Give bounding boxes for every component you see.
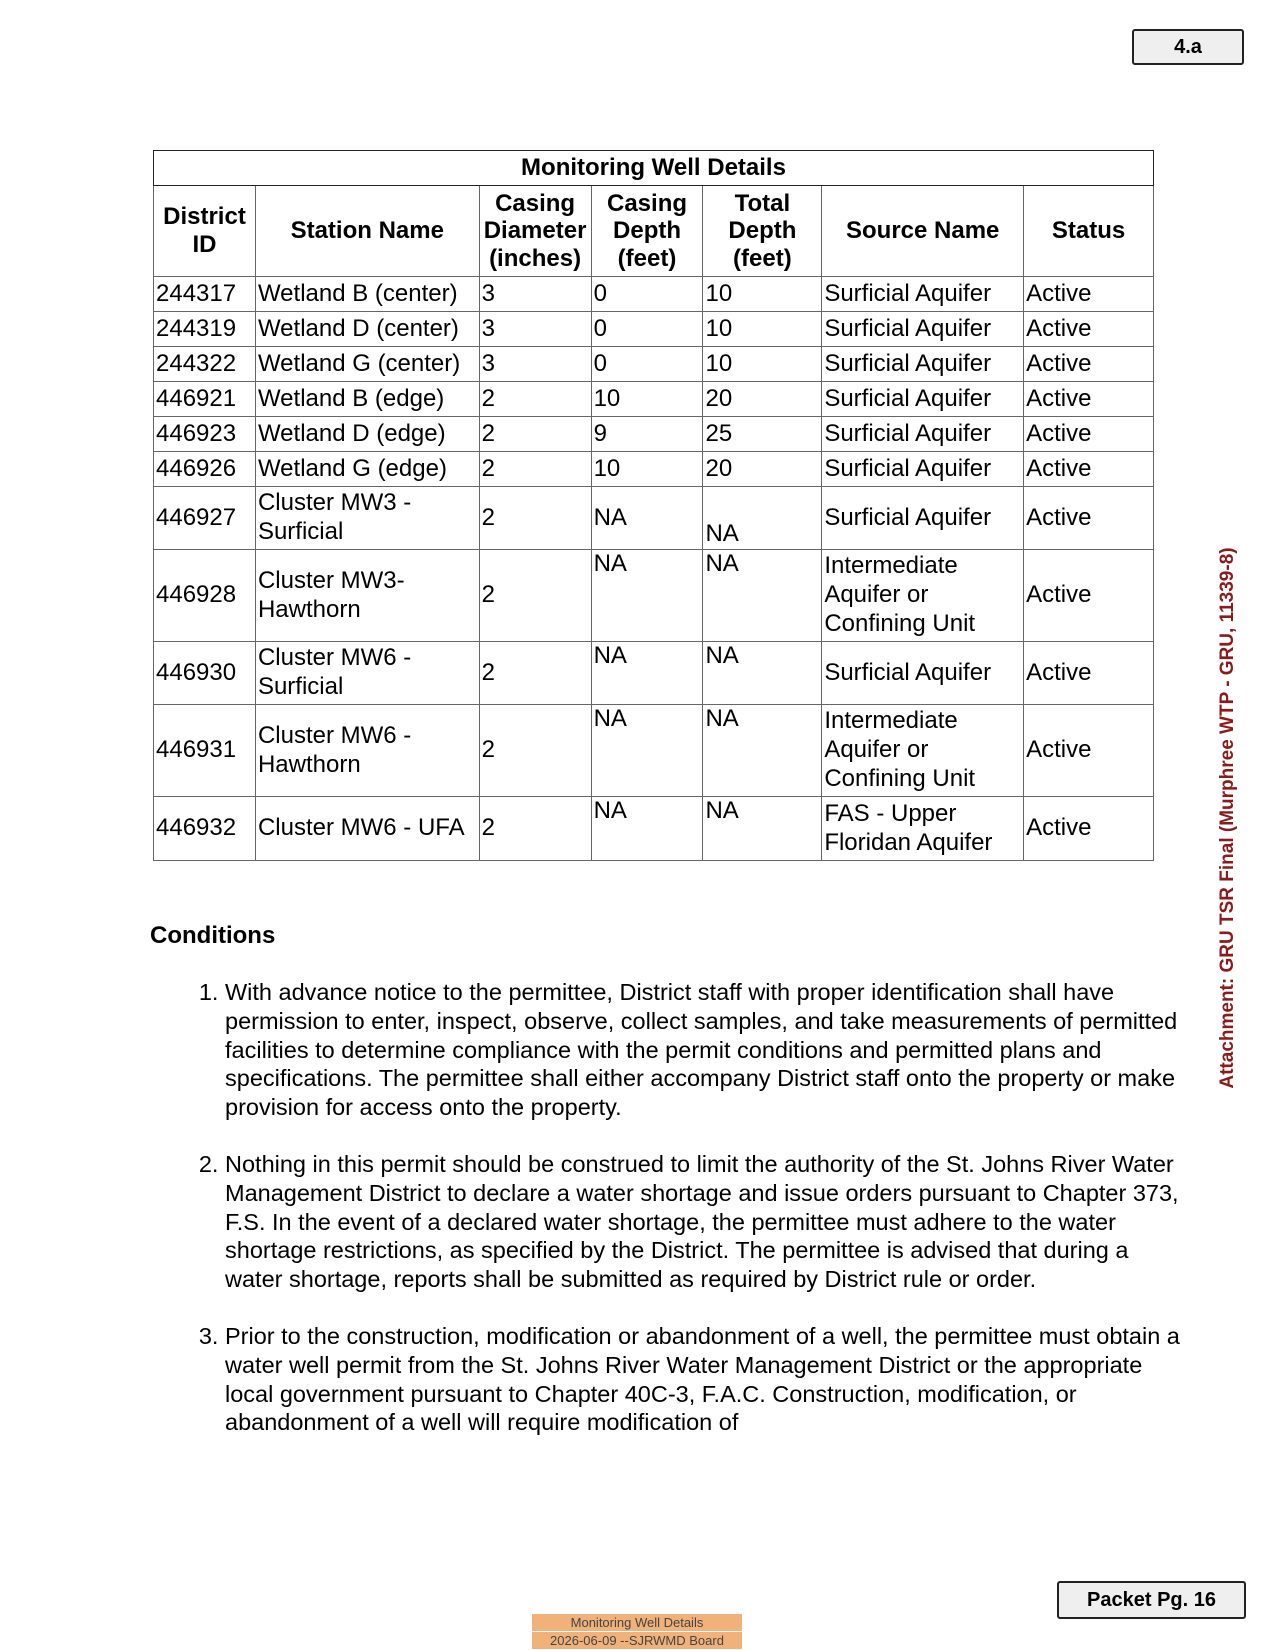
table-cell: Active xyxy=(1024,312,1154,347)
table-cell: 0 xyxy=(591,312,703,347)
table-cell: 446928 xyxy=(154,550,256,642)
table-row xyxy=(154,312,1154,347)
column-header: Station Name xyxy=(255,186,479,277)
conditions-list xyxy=(150,978,1185,1465)
column-header: Source Name xyxy=(822,186,1024,277)
table-cell: Wetland G (center) xyxy=(255,347,479,382)
table-cell: 10 xyxy=(591,452,703,487)
table-cell: Wetland D (edge) xyxy=(255,417,479,452)
table-cell: Surficial Aquifer xyxy=(822,382,1024,417)
table-cell: NA xyxy=(591,642,703,705)
table-cell: Surficial Aquifer xyxy=(822,277,1024,312)
footer-stamp-line-2: 2026-06-09 --SJRWMD Board xyxy=(532,1632,742,1649)
table-cell: 20 xyxy=(703,382,822,417)
column-header: Status xyxy=(1024,186,1154,277)
table-cell: 2 xyxy=(479,382,591,417)
table-cell: 2 xyxy=(479,642,591,705)
table-cell: NA xyxy=(703,705,822,797)
table-caption: Monitoring Well Details xyxy=(154,151,1154,186)
table-cell: 244319 xyxy=(154,312,256,347)
table-row xyxy=(154,417,1154,452)
table-row xyxy=(154,382,1154,417)
table-cell: Active xyxy=(1024,487,1154,550)
table-cell: NA xyxy=(591,797,703,861)
table-cell: NA xyxy=(703,487,822,550)
table-cell: Active xyxy=(1024,382,1154,417)
column-header: Casing Diameter (inches) xyxy=(479,186,591,277)
table-cell: 2 xyxy=(479,417,591,452)
table-header-row xyxy=(154,186,1154,277)
table-cell: 10 xyxy=(591,382,703,417)
table-cell: 2 xyxy=(479,705,591,797)
table-cell: 446921 xyxy=(154,382,256,417)
table-cell: 3 xyxy=(479,312,591,347)
table-cell: NA xyxy=(591,487,703,550)
table-cell: Cluster MW6 - UFA xyxy=(255,797,479,861)
condition-item: 2. Nothing in this permit should be construed to limit the authority of the St. Johns River Water Management District to declare a water shortage and issue orders pursuant to Chapter 373, F.S. In the event of a declared water shortage, the permittee must adhere to the water shortage restrictions, as specified by the District. The permittee is advised that during a water shortage, reports shall be submitted as required by District rule or order. xyxy=(225,1150,1185,1294)
table-cell: 0 xyxy=(591,347,703,382)
table-cell: NA xyxy=(703,797,822,861)
table-cell: NA xyxy=(703,550,822,642)
table-row xyxy=(154,797,1154,861)
table-cell: Surficial Aquifer xyxy=(822,347,1024,382)
monitoring-well-table xyxy=(153,150,1154,861)
condition-item: 3. Prior to the construction, modification or abandonment of a well, the permittee must obtain a water well permit from the St. Johns River Water Management District or the appropriate local government pursuant to Chapter 40C-3, F.A.C. Construction, modification, or abandonment of a well will require modification of xyxy=(225,1322,1185,1437)
table-cell: FAS - Upper Floridan Aquifer xyxy=(822,797,1024,861)
table-cell: 446931 xyxy=(154,705,256,797)
table-cell: Surficial Aquifer xyxy=(822,452,1024,487)
table-cell: Wetland B (edge) xyxy=(255,382,479,417)
table-cell: 446932 xyxy=(154,797,256,861)
conditions-heading: Conditions xyxy=(150,922,276,949)
table-cell: Active xyxy=(1024,347,1154,382)
table-cell: Wetland D (center) xyxy=(255,312,479,347)
table-cell: 25 xyxy=(703,417,822,452)
table-cell: Cluster MW3- Hawthorn xyxy=(255,550,479,642)
table-row xyxy=(154,705,1154,797)
table-row xyxy=(154,452,1154,487)
table-cell: Wetland G (edge) xyxy=(255,452,479,487)
table-cell: 10 xyxy=(703,312,822,347)
table-cell: Active xyxy=(1024,705,1154,797)
table-row xyxy=(154,277,1154,312)
table-cell: 446927 xyxy=(154,487,256,550)
table-cell: Surficial Aquifer xyxy=(822,487,1024,550)
table-cell: 2 xyxy=(479,487,591,550)
table-cell: Active xyxy=(1024,417,1154,452)
column-header: Total Depth (feet) xyxy=(703,186,822,277)
table-cell: 244317 xyxy=(154,277,256,312)
table-cell: Active xyxy=(1024,797,1154,861)
table-cell: NA xyxy=(591,705,703,797)
table-cell: 0 xyxy=(591,277,703,312)
table-cell: Surficial Aquifer xyxy=(822,312,1024,347)
table-cell: 2 xyxy=(479,550,591,642)
table-cell: Cluster MW3 - Surficial xyxy=(255,487,479,550)
table-cell: 446923 xyxy=(154,417,256,452)
table-cell: NA xyxy=(591,550,703,642)
table-cell: 244322 xyxy=(154,347,256,382)
table-cell: Active xyxy=(1024,642,1154,705)
column-header: District ID xyxy=(154,186,256,277)
table-cell: Cluster MW6 - Hawthorn xyxy=(255,705,479,797)
table-cell: 10 xyxy=(703,347,822,382)
column-header: Casing Depth (feet) xyxy=(591,186,703,277)
table-cell: 3 xyxy=(479,277,591,312)
table-cell: 446926 xyxy=(154,452,256,487)
table-cell: Surficial Aquifer xyxy=(822,642,1024,705)
table-row xyxy=(154,550,1154,642)
table-cell: Intermediate Aquifer or Confining Unit xyxy=(822,550,1024,642)
table-cell: 9 xyxy=(591,417,703,452)
section-tab-badge: 4.a xyxy=(1132,29,1244,65)
table-row xyxy=(154,487,1154,550)
table-row xyxy=(154,642,1154,705)
table-cell: Wetland B (center) xyxy=(255,277,479,312)
footer-stamp-line-1: Monitoring Well Details xyxy=(532,1614,742,1631)
table-cell: 10 xyxy=(703,277,822,312)
table-cell: 2 xyxy=(479,452,591,487)
table-cell: Cluster MW6 - Surficial xyxy=(255,642,479,705)
table-row xyxy=(154,347,1154,382)
table-cell: Active xyxy=(1024,550,1154,642)
packet-page-badge: Packet Pg. 16 xyxy=(1057,1581,1246,1619)
table-cell: 3 xyxy=(479,347,591,382)
table-cell: Surficial Aquifer xyxy=(822,417,1024,452)
table-cell: 2 xyxy=(479,797,591,861)
table-cell: Active xyxy=(1024,277,1154,312)
table-cell: NA xyxy=(703,642,822,705)
table-cell: 446930 xyxy=(154,642,256,705)
table-cell: Intermediate Aquifer or Confining Unit xyxy=(822,705,1024,797)
table-cell: 20 xyxy=(703,452,822,487)
table-cell: Active xyxy=(1024,452,1154,487)
attachment-sidebar-label: Attachment: GRU TSR Final (Murphree WTP - GRU, 11339-8) xyxy=(1217,547,1238,1089)
condition-item: 1. With advance notice to the permittee, District staff with proper identification shall have permission to enter, inspect, observe, collect samples, and take measurements of permitted facilities to determine compliance with the permit conditions and permitted plans and specifications. The permittee shall either accompany District staff onto the property or make provision for access onto the property. xyxy=(225,978,1185,1122)
